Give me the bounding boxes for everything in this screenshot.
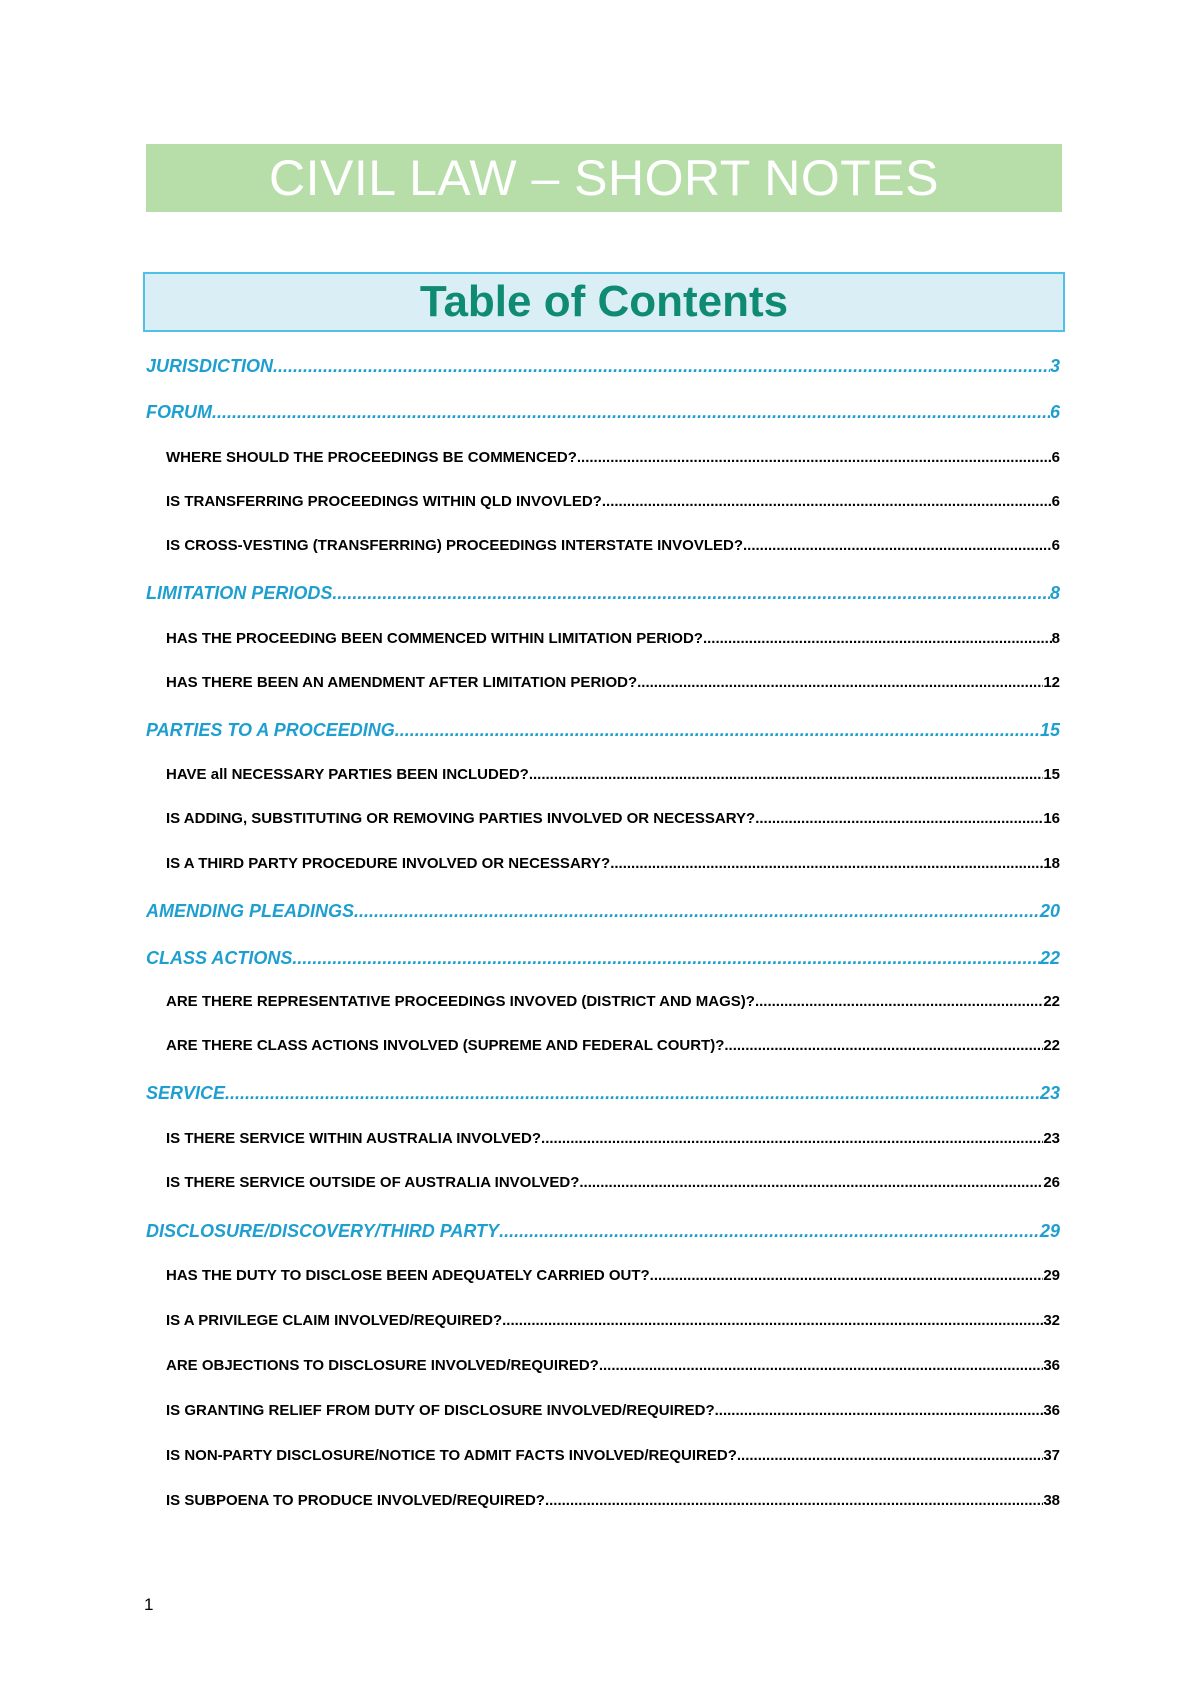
toc-entry-label: JURISDICTION [146,356,274,376]
toc-entry-label: IS GRANTING RELIEF FROM DUTY OF DISCLOSURE INVOLVED/REQUIRED? [166,1402,715,1419]
toc-dot-leader [545,1492,1043,1509]
toc-heading: Table of Contents [419,277,789,326]
toc-entry-label: ARE OBJECTIONS TO DISCLOSURE INVOLVED/REQUIRED? [166,1357,599,1374]
toc-entry-label: DISCLOSURE/DISCOVERY/THIRD PARTY [146,1221,500,1241]
toc-subsection-entry[interactable] [166,493,1060,510]
toc-entry-page-number: 6 [1051,493,1060,510]
toc-subsection-entry[interactable] [166,993,1060,1010]
toc-section-entry[interactable] [146,356,1060,377]
toc-dot-leader [212,402,1050,423]
toc-entry-page-number: 3 [1049,356,1060,376]
toc-dot-leader [395,720,1040,741]
toc-subsection-entry[interactable] [166,1037,1060,1054]
toc-entry-page-number: 38 [1043,1492,1060,1509]
toc-dot-leader [637,674,1043,691]
toc-subsection-entry[interactable] [166,810,1060,827]
toc-dot-leader [225,1083,1040,1104]
toc-entry-label: IS A THIRD PARTY PROCEDURE INVOLVED OR NECESSARY? [166,855,611,872]
toc-entry-label: WHERE SHOULD THE PROCEEDINGS BE COMMENCED? [166,449,577,466]
toc-entry-page-number: 22 [1039,948,1060,968]
toc-entry-page-number: 15 [1039,720,1060,740]
toc-entry-page-number: 36 [1043,1402,1060,1419]
toc-entry-label: PARTIES TO A PROCEEDING [146,720,395,740]
toc-entry-label: IS ADDING, SUBSTITUTING OR REMOVING PARTIES INVOLVED OR NECESSARY? [166,810,756,827]
toc-entry-page-number: 36 [1043,1357,1060,1374]
toc-subsection-entry[interactable] [166,630,1060,647]
toc-entry-page-number: 8 [1049,583,1060,603]
toc-section-entry[interactable] [146,402,1060,423]
toc-subsection-entry[interactable] [166,449,1060,466]
toc-section-entry[interactable] [146,1083,1060,1104]
toc-entry-label: ARE THERE CLASS ACTIONS INVOLVED (SUPREME AND FEDERAL COURT)? [166,1037,725,1054]
toc-subsection-entry[interactable] [166,537,1060,554]
toc-subsection-entry[interactable] [166,1174,1060,1191]
toc-dot-leader [650,1267,1044,1284]
toc-dot-leader [577,449,1052,466]
toc-dot-leader [715,1402,1044,1419]
toc-entry-page-number: 37 [1043,1447,1060,1464]
toc-entry-label: SERVICE [146,1083,226,1103]
toc-dot-leader [541,1130,1043,1147]
toc-subsection-entry[interactable] [166,855,1060,872]
toc-subsection-entry[interactable] [166,1130,1060,1147]
toc-entry-page-number: 12 [1043,674,1060,691]
toc-entry-label: IS CROSS-VESTING (TRANSFERRING) PROCEEDINGS INTERSTATE INVOVLED? [166,537,743,554]
toc-entry-page-number: 23 [1039,1083,1060,1103]
toc-entry-label: IS TRANSFERRING PROCEEDINGS WITHIN QLD INVOVLED? [166,493,602,510]
toc-entry-label: HAS THERE BEEN AN AMENDMENT AFTER LIMITATION PERIOD? [166,674,638,691]
toc-subsection-entry[interactable] [166,1447,1060,1464]
toc-entry-page-number: 20 [1039,901,1060,921]
toc-entry-label: IS THERE SERVICE WITHIN AUSTRALIA INVOLVED? [166,1130,542,1147]
toc-entry-label: HAS THE DUTY TO DISCLOSE BEEN ADEQUATELY CARRIED OUT? [166,1267,650,1284]
toc-entry-page-number: 22 [1043,1037,1060,1054]
toc-dot-leader [292,948,1040,969]
toc-entry-page-number: 29 [1043,1267,1060,1284]
toc-entry-label: HAS THE PROCEEDING BEEN COMMENCED WITHIN LIMITATION PERIOD? [166,630,703,647]
toc-entry-label: IS A PRIVILEGE CLAIM INVOLVED/REQUIRED? [166,1312,503,1329]
toc-entry-page-number: 6 [1049,402,1060,422]
document-title-banner [146,144,1062,212]
toc-dot-leader [755,993,1043,1010]
toc-entry-page-number: 26 [1043,1174,1060,1191]
toc-subsection-entry[interactable] [166,766,1060,783]
toc-section-entry[interactable] [146,720,1060,741]
toc-entry-page-number: 23 [1043,1130,1060,1147]
toc-entry-page-number: 8 [1051,630,1060,647]
footer-page-number: 1 [144,1595,154,1614]
toc-section-entry[interactable] [146,948,1060,969]
toc-entry-page-number: 22 [1043,993,1060,1010]
toc-entry-label: FORUM [146,402,212,422]
toc-entry-page-number: 6 [1051,449,1060,466]
toc-dot-leader [332,583,1050,604]
toc-dot-leader [737,1447,1043,1464]
toc-dot-leader [703,630,1052,647]
toc-dot-leader [499,1221,1040,1242]
toc-entry-page-number: 29 [1039,1221,1060,1241]
toc-entry-page-number: 18 [1043,855,1060,872]
toc-dot-leader [273,356,1050,377]
toc-entry-label: LIMITATION PERIODS [146,583,333,603]
toc-dot-leader [743,537,1052,554]
toc-section-entry[interactable] [146,901,1060,922]
toc-entry-label: IS THERE SERVICE OUTSIDE OF AUSTRALIA INVOLVED? [166,1174,580,1191]
toc-dot-leader [599,1357,1043,1374]
toc-entry-label: AMENDING PLEADINGS [146,901,355,921]
toc-entry-page-number: 16 [1043,810,1060,827]
toc-section-entry[interactable] [146,583,1060,604]
toc-entry-page-number: 32 [1043,1312,1060,1329]
toc-heading-box [143,272,1065,332]
toc-dot-leader [502,1312,1043,1329]
toc-dot-leader [610,855,1043,872]
toc-entry-label: IS SUBPOENA TO PRODUCE INVOLVED/REQUIRED? [166,1492,545,1509]
toc-section-entry[interactable] [146,1221,1060,1242]
toc-subsection-entry[interactable] [166,1402,1060,1419]
toc-subsection-entry[interactable] [166,674,1060,691]
toc-subsection-entry[interactable] [166,1267,1060,1284]
toc-entry-page-number: 6 [1051,537,1060,554]
toc-entry-label: IS NON-PARTY DISCLOSURE/NOTICE TO ADMIT FACTS INVOLVED/REQUIRED? [166,1447,737,1464]
toc-dot-leader [579,1174,1043,1191]
toc-subsection-entry[interactable] [166,1357,1060,1374]
toc-entry-page-number: 15 [1043,766,1060,783]
toc-dot-leader [529,766,1043,783]
document-title: CIVIL LAW – SHORT NOTES [269,150,939,206]
toc-dot-leader [354,901,1040,922]
toc-dot-leader [602,493,1052,510]
toc-entry-label: HAVE all NECESSARY PARTIES BEEN INCLUDED? [166,766,529,783]
toc-entry-label: CLASS ACTIONS [146,948,293,968]
toc-subsection-entry[interactable] [166,1312,1060,1329]
toc-dot-leader [755,810,1043,827]
toc-entry-label: ARE THERE REPRESENTATIVE PROCEEDINGS INVOVED (DISTRICT AND MAGS)? [166,993,755,1010]
toc-dot-leader [724,1037,1043,1054]
toc-subsection-entry[interactable] [166,1492,1060,1509]
